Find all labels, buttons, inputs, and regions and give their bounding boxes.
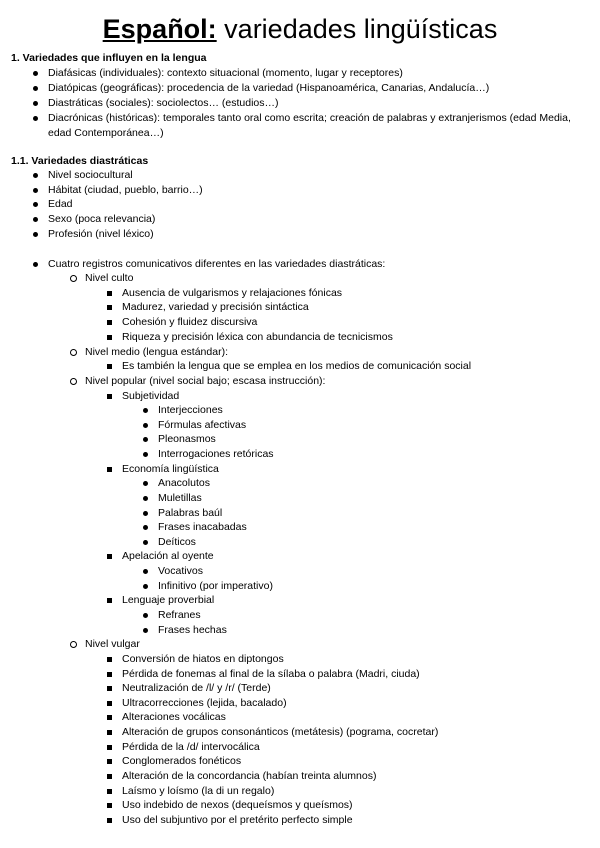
list-item: Es también la lengua que se emplea en los medios de comunicación social <box>122 360 472 372</box>
list-item: Lenguaje proverbial <box>122 594 215 606</box>
section-1-1-heading: 1.1. Variedades diastráticas <box>11 155 149 167</box>
list-item: Alteración de la concordancia (habían treinta alumnos) <box>122 770 377 782</box>
list-item: Anacolutos <box>158 477 210 489</box>
list-item: Pérdida de la /d/ intervocálica <box>122 741 260 753</box>
list-item: Conversión de hiatos en diptongos <box>122 653 284 665</box>
list-item: Diastráticas (sociales): sociolectos… (estudios…) <box>48 97 279 109</box>
list-item: Nivel popular (nivel social bajo; escasa instrucción): <box>85 375 326 387</box>
list-item: Alteraciones vocálicas <box>122 711 226 723</box>
list-item: Pérdida de fonemas al final de la sílaba o palabra (Madri, ciuda) <box>122 668 420 680</box>
list-item: Uso del subjuntivo por el pretérito perfecto simple <box>122 814 353 826</box>
list-item: Muletillas <box>158 492 202 504</box>
list-item: Uso indebido de nexos (dequeísmos y queísmos) <box>122 799 353 811</box>
list-item: Cohesión y fluidez discursiva <box>122 316 258 328</box>
list-item: Diatópicas (geográficas): procedencia de la variedad (Hispanoamérica, Canarias, Andalucía…) <box>48 82 490 94</box>
list-item: Deíticos <box>158 536 196 548</box>
list-item: Interrogaciones retóricas <box>158 448 274 460</box>
list-item: Nivel medio (lengua estándar): <box>85 346 228 358</box>
list-item: Palabras baúl <box>158 507 223 519</box>
list-item: Vocativos <box>158 565 203 577</box>
list-item: Frases inacabadas <box>158 521 247 533</box>
list-item: Diafásicas (individuales): contexto situacional (momento, lugar y receptores) <box>48 67 403 79</box>
title-bold: Español: <box>102 14 217 44</box>
list-item: Ultracorrecciones (lejida, bacalado) <box>122 697 287 709</box>
list-item: Frases hechas <box>158 624 227 636</box>
list-item: Nivel culto <box>85 272 134 284</box>
list-item: Sexo (poca relevancia) <box>48 213 156 225</box>
list-item: Nivel vulgar <box>85 638 140 650</box>
list-item: Refranes <box>158 609 201 621</box>
list-item: Economía lingüística <box>122 463 219 475</box>
page-title <box>0 10 600 48</box>
list-item: Ausencia de vulgarismos y relajaciones fónicas <box>122 287 343 299</box>
list-item: Conglomerados fonéticos <box>122 755 242 767</box>
list-item: Fórmulas afectivas <box>158 419 247 431</box>
title-rest: variedades lingüísticas <box>216 14 498 44</box>
list-item: Alteración de grupos consonánticos (metátesis) (pograma, cocretar) <box>122 726 439 738</box>
list-item: Madurez, variedad y precisión sintáctica <box>122 301 309 313</box>
list-item: Hábitat (ciudad, pueblo, barrio…) <box>48 184 203 196</box>
list-item: Neutralización de /l/ y /r/ (Terde) <box>122 682 271 694</box>
list-item: Interjecciones <box>158 404 223 416</box>
list-item: Laísmo y loísmo (la di un regalo) <box>122 785 275 797</box>
list-item: Subjetividad <box>122 390 180 402</box>
list-item: Nivel sociocultural <box>48 169 133 181</box>
list-item: Riqueza y precisión léxica con abundancia de tecnicismos <box>122 331 393 343</box>
section-1-heading: 1. Variedades que influyen en la lengua <box>11 52 207 64</box>
list-item: Infinitivo (por imperativo) <box>158 580 273 592</box>
list-item: Diacrónicas (históricas): temporales tanto oral como escrita; creación de palabras y extranjerismos (edad Media, edad Contemporánea…) <box>48 111 580 140</box>
list-item: Apelación al oyente <box>122 550 214 562</box>
list-item: Cuatro registros comunicativos diferentes en las variedades diastráticas: <box>48 258 386 270</box>
list-item: Profesión (nivel léxico) <box>48 228 154 240</box>
list-item: Edad <box>48 198 73 210</box>
list-item: Pleonasmos <box>158 433 216 445</box>
